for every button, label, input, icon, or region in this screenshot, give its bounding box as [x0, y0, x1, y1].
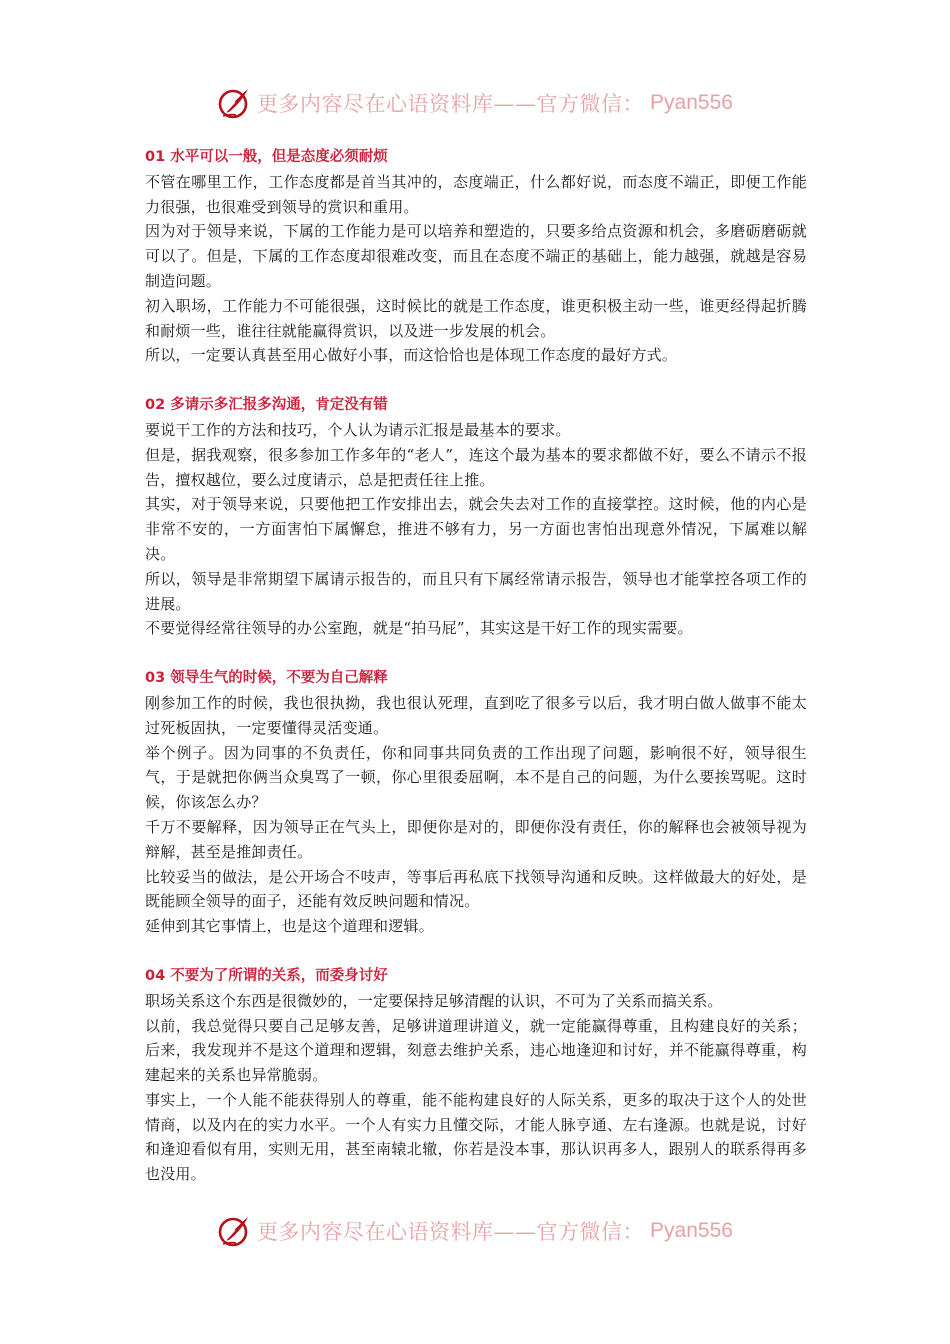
paragraph: 所以，一定要认真甚至用心做好小事，而这恰恰也是体现工作态度的最好方式。 — [145, 346, 678, 365]
article-body — [145, 145, 807, 1212]
quill-pen-icon — [217, 1214, 251, 1248]
section-02 — [145, 393, 807, 641]
section-03 — [145, 666, 807, 939]
paragraph: 千万不要解释，因为领导正在气头上，即便你是对的，即便你没有责任，你的解释也会被领导视为辩解，甚至是推卸责任。 — [145, 817, 807, 861]
section-title: 04 不要为了所谓的关系，而委身讨好 — [145, 967, 388, 984]
paragraph: 要说干工作的方法和技巧，个人认为请示汇报是最基本的要求。 — [145, 420, 571, 439]
header-banner — [0, 83, 950, 123]
paragraph: 举个例子。因为同事的不负责任，你和同事共同负责的工作出现了问题，影响很不好，领导很生气，于是就把你俩当众臭骂了一顿，你心里很委屈啊，本不是自己的问题，为什么要挨骂呢。这时候，你该怎么办？ — [145, 743, 807, 812]
paragraph: 比较妥当的做法，是公开场合不吱声，等事后再私底下找领导沟通和反映。这样做最大的好处，是既能顾全领导的面子，还能有效反映问题和情况。 — [145, 867, 807, 911]
banner-text: 更多内容尽在心语资料库——官方微信： — [257, 1220, 645, 1244]
section-title: 01 水平可以一般，但是态度必须耐烦 — [145, 149, 388, 165]
banner-text: 更多内容尽在心语资料库——官方微信： — [257, 92, 645, 116]
paragraph: 以前，我总觉得只要自己足够友善，足够讲道理讲道义，就一定能赢得尊重，且构建良好的关系；后来，我发现并不是这个道理和逻辑，刻意去维护关系，违心地逢迎和讨好，并不能赢得尊重，构建起来的关系也异常脆弱。 — [145, 1016, 807, 1085]
paragraph: 所以，领导是非常期望下属请示报告的，而且只有下属经常请示报告，领导也才能掌控各项工作的进展。 — [145, 569, 807, 613]
paragraph: 事实上，一个人能不能获得别人的尊重，能不能构建良好的人际关系，更多的取决于这个人的处世情商，以及内在的实力水平。一个人有实力且懂交际，才能人脉亨通、左右逢源。也就是说，讨好和逢迎看似有用，实则无用，甚至南辕北辙，你若是没本事，那认识再多人，跟别人的联系得再多也没用。 — [145, 1090, 807, 1184]
paragraph: 延伸到其它事情上，也是这个道理和逻辑。 — [145, 917, 434, 936]
paragraph: 不管在哪里工作，工作态度都是首当其冲的，态度端正，什么都好说，而态度不端正，即便工作能力很强，也很难受到领导的赏识和重用。 — [145, 172, 807, 216]
section-04 — [145, 964, 807, 1187]
paragraph: 初入职场，工作能力不可能很强，这时候比的就是工作态度，谁更积极主动一些，谁更经得起折腾和耐烦一些，谁往往就能赢得赏识，以及进一步发展的机会。 — [145, 296, 807, 340]
footer-banner — [0, 1211, 950, 1251]
wechat-id: Pyan556 — [650, 91, 733, 114]
paragraph: 刚参加工作的时候，我也很执拗，我也很认死理，直到吃了很多亏以后，我才明白做人做事不能太过死板固执，一定要懂得灵活变通。 — [145, 693, 807, 737]
paragraph: 但是，据我观察，很多参加工作多年的“老人”，连这个最为基本的要求都做不好，要么不请示不报告，擅权越位，要么过度请示，总是把责任往上推。 — [145, 445, 807, 489]
section-title: 03 领导生气的时候，不要为自己解释 — [145, 670, 388, 687]
paragraph: 职场关系这个东西是很微妙的，一定要保持足够清醒的认识，不可为了关系而搞关系。 — [145, 991, 723, 1010]
quill-pen-icon — [217, 86, 251, 120]
paragraph: 其实，对于领导来说，只要他把工作安排出去，就会失去对工作的直接掌控。这时候，他的内心是非常不安的，一方面害怕下属懈怠，推进不够有力，另一方面也害怕出现意外情况，下属难以解决。 — [145, 495, 807, 563]
section-01 — [145, 145, 807, 368]
paragraph: 不要觉得经常往领导的办公室跑，就是“拍马屁”，其实这是干好工作的现实需要。 — [145, 619, 693, 638]
section-title: 02 多请示多汇报多沟通，肯定没有错 — [145, 397, 388, 414]
paragraph: 因为对于领导来说，下属的工作能力是可以培养和塑造的，只要多给点资源和机会，多磨砺磨砺就可以了。但是，下属的工作态度却很难改变，而且在态度不端正的基础上，能力越强，就越是容易制造问题。 — [145, 222, 807, 290]
wechat-id: Pyan556 — [650, 1219, 733, 1242]
